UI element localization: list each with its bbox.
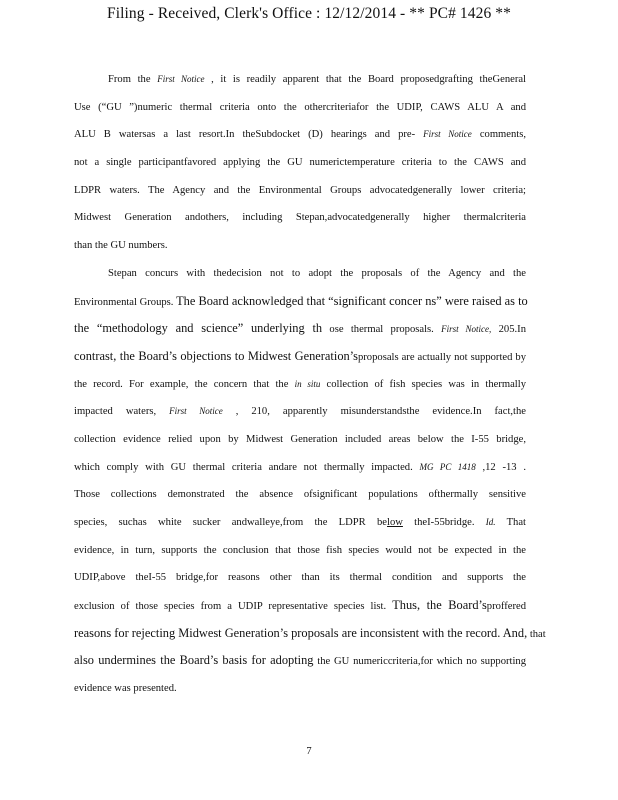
text-run: ,12 -13 . [475, 461, 527, 473]
text-line [74, 94, 526, 122]
text-run: collection of fish species was in thermally [320, 378, 526, 390]
text-run: Thus, the Board’s [392, 598, 487, 613]
text-run: Use (“GU ”)numeric thermal criteria onto the othercriteriafor the UDIP, CAWS ALU A and [74, 101, 526, 113]
text-run: that [527, 628, 546, 640]
text-line [74, 121, 526, 149]
text-run: not a single participantfavored applying the GU numerictemperature criteria to the CAWS and [74, 157, 526, 169]
text-run: UDIP,above theI-55 bridge,for reasons other than its thermal condition and supports the [74, 572, 526, 584]
filing-stamp-header: Filing - Received, Clerk's Office : 12/12/2014 - ** PC# 1426 ** [106, 5, 512, 22]
text-run: the record. For example, the concern that the [74, 378, 295, 390]
text-line [74, 315, 526, 343]
text-run: evidence, in turn, supports the conclusion that those fish species would not be expected in the [74, 544, 526, 556]
text-run: proposals are actually not supported by [357, 351, 526, 363]
text-run: Environmental Groups. [74, 296, 177, 308]
text-line [74, 426, 526, 454]
text-run: First Notice [157, 74, 205, 84]
text-run: contrast, the Board’s objections to Midwest Generation’s [74, 348, 358, 363]
text-run: Stepan concurs with thedecision not to adopt the proposals of the Agency and the [108, 267, 526, 279]
text-line [74, 592, 526, 620]
text-run: which comply with GU thermal criteria andare not thermally impacted. [74, 461, 420, 473]
text-run: proffered [486, 601, 526, 613]
text-line [74, 66, 526, 94]
text-line [74, 509, 526, 537]
text-line [74, 481, 526, 509]
text-run: From the [108, 74, 158, 85]
document-body [74, 66, 546, 703]
text-run: comments, [471, 129, 527, 141]
text-run: the GU numericcriteria,for which no supporting [313, 656, 526, 668]
text-line [74, 371, 526, 399]
text-run: That [495, 517, 526, 528]
paragraph-1 [74, 66, 526, 260]
text-run: The Board acknowledged that “significant concer ns” were raised as to [176, 293, 528, 308]
text-run: MG PC 1418 [419, 461, 476, 472]
text-line [74, 398, 526, 426]
text-run: , it is readily apparent that the Board proposedgrafting theGeneral [204, 74, 526, 85]
text-run: reasons for rejecting Midwest Generation’s proposals are inconsistent with the record. And, [74, 625, 528, 640]
text-run: First Notice, [441, 324, 492, 335]
text-line [74, 260, 526, 288]
page-number: 7 [306, 746, 312, 757]
text-run: than the GU numbers. [74, 240, 168, 252]
text-run: ALU B watersas a last resort.In theSubdocket (D) hearings and pre- [74, 129, 424, 141]
text-run: 205.In [491, 324, 527, 336]
text-run: species, suchas white sucker andwalleye,from the LDPR be [74, 517, 388, 528]
text-run: First Notice [169, 406, 223, 417]
text-run: First Notice [423, 129, 472, 140]
text-run: also undermines the Board’s basis for adopting [74, 653, 314, 668]
text-line [74, 675, 526, 703]
text-line [74, 204, 526, 232]
text-line [74, 647, 526, 675]
text-line [74, 343, 526, 371]
text-run: evidence was presented. [74, 683, 177, 695]
text-run: collection evidence relied upon by Midwest Generation included areas below the I-55 bridge, [74, 433, 526, 445]
text-run: exclusion of those species from a UDIP representative species list. [74, 601, 393, 613]
text-run: impacted waters, [74, 406, 170, 418]
text-run: ose thermal proposals. [322, 324, 442, 336]
text-line [74, 288, 526, 316]
text-run: the “methodology and science” underlying th [74, 321, 323, 336]
text-line [74, 537, 526, 565]
text-run: low [387, 517, 403, 528]
paragraph-2 [74, 260, 546, 703]
text-line [74, 177, 526, 205]
text-line [74, 564, 526, 592]
text-run: Id. [485, 517, 496, 527]
text-run: Those collections demonstrated the absence ofsignificant populations ofthermally sensitive [74, 489, 526, 501]
text-line [74, 620, 546, 648]
text-line [74, 454, 526, 482]
text-run: , 210, apparently misunderstandsthe evidence.In fact,the [222, 406, 526, 418]
text-line [74, 232, 526, 260]
text-run: in situ [294, 378, 321, 389]
text-run: LDPR waters. The Agency and the Environmental Groups advocatedgenerally lower criteria; [74, 184, 526, 196]
text-line [74, 149, 526, 177]
text-run: Midwest Generation andothers, including Stepan,advocatedgenerally higher thermalcriteria [74, 212, 526, 224]
text-run: theI-55bridge. [402, 517, 486, 528]
